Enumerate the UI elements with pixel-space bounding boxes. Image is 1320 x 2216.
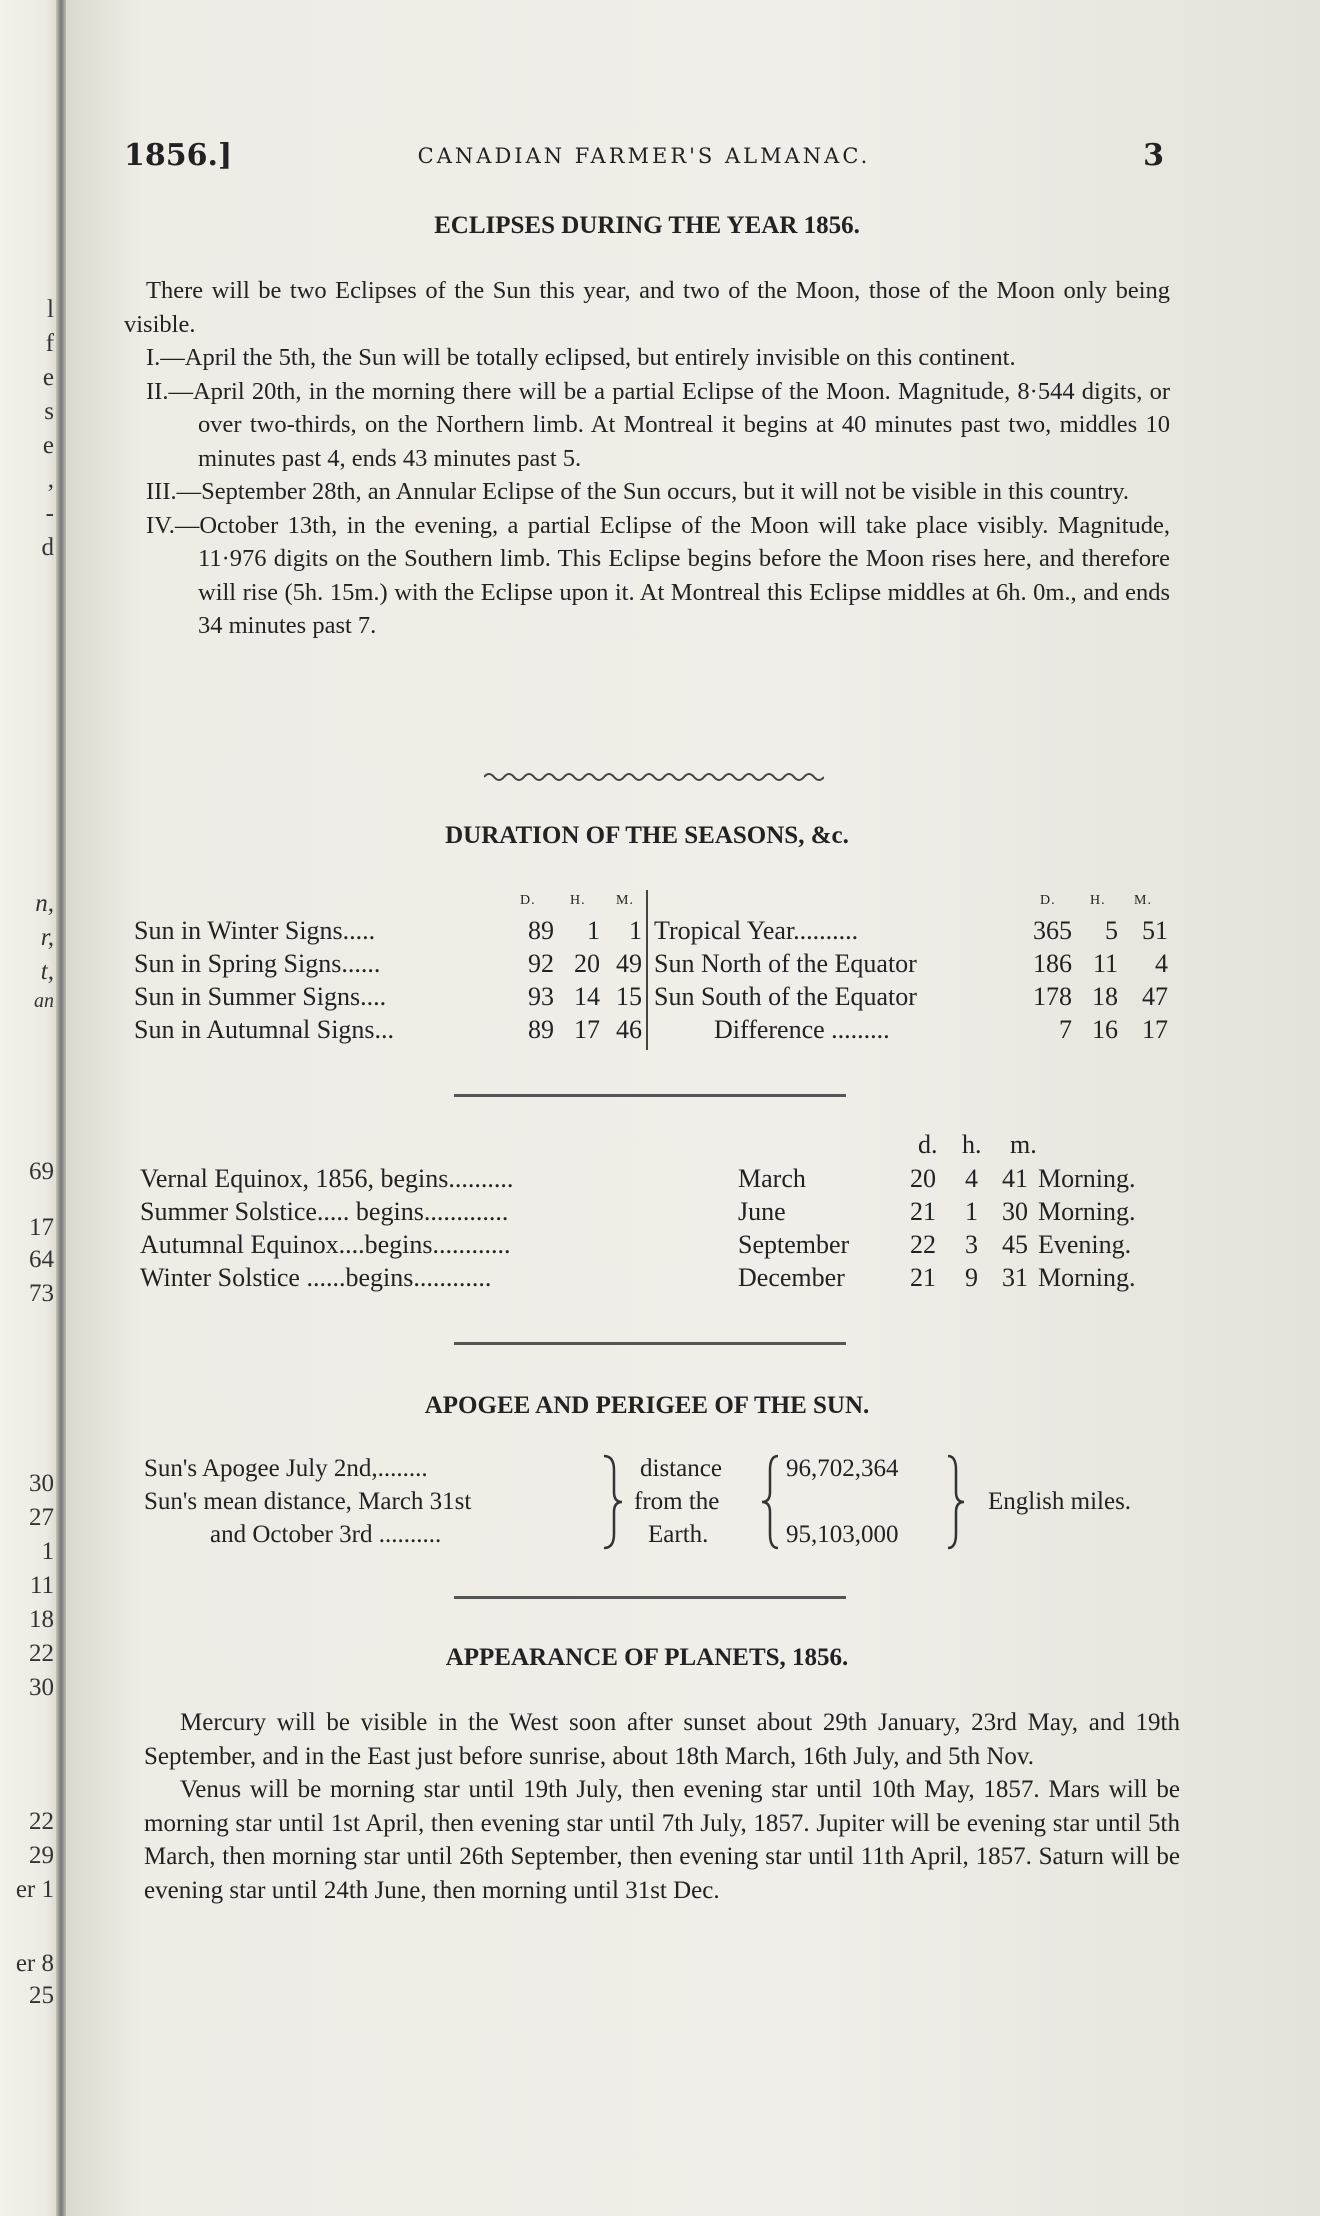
seasons-heading: DURATION OF THE SEASONS, &c. [445,822,849,849]
brace-left-group [600,1452,626,1552]
margin-fragment: 30 [29,1674,54,1701]
equinox-month: June [738,1197,786,1226]
apogee-middle: distance [640,1455,722,1482]
col-header-d: d. [918,1130,938,1159]
apogee-middle: Earth. [648,1521,709,1548]
equinox-minute: 41 [1002,1164,1028,1193]
equinox-minute: 30 [1002,1197,1028,1226]
equinox-time: Evening. [1038,1230,1132,1259]
margin-fragment: l [47,296,54,323]
season-minutes: 15 [616,982,642,1011]
section-rule [454,1596,846,1599]
margin-fragment: 29 [29,1842,54,1869]
eclipse-item: III.—September 28th, an Annular Eclipse of the Sun occurs, but it will not be visible in this country. [146,478,1130,505]
season-hours: 11 [1092,949,1118,978]
eclipses-intro: There will be two Eclipses of the Sun this year, and two of the Moon, those of the Moon only being visible. [124,277,1170,338]
margin-fragment: , [47,466,54,493]
equinox-minute: 45 [1002,1230,1028,1259]
section-rule [454,1094,846,1097]
equinox-day: 20 [910,1164,936,1193]
season-days: 7 [1059,1015,1072,1044]
margin-fragment: 22 [29,1808,54,1835]
running-head-year: 1856.] [124,138,233,173]
season-label: Sun North of the Equator [654,949,917,978]
brace-values-open [758,1452,782,1552]
margin-fragment: 18 [29,1606,54,1633]
margin-fragment: 22 [29,1640,54,1667]
col-header-d: D. [520,893,536,908]
season-minutes: 1 [629,916,642,945]
season-minutes: 51 [1142,916,1168,945]
margin-fragment: 73 [29,1280,54,1307]
equinox-label: Autumnal Equinox....begins............ [140,1230,511,1259]
margin-fragment: f [45,330,54,357]
apogee-line: Sun's mean distance, March 31st [144,1488,472,1515]
margin-fragment: 25 [29,1982,54,2009]
apogee-middle: from the [634,1488,720,1515]
season-label: Sun in Spring Signs...... [134,949,381,978]
seasons-table [134,884,1174,1054]
planets-paragraph: Venus will be morning star until 19th July, then evening star until 10th May, 1857. Mars will be morning star until 1st April, then evening star until 7th July, 1857. Jupiter will be evening star until 5th March, then morning star until 26th September, then evening star until 11th April, 1857. Saturn will be evening star until 24th June, then morning until 31st Dec. [144,1776,1180,1904]
running-head-title: CANADIAN FARMER'S ALMANAC. [417,144,871,168]
season-label: Difference ......... [714,1015,890,1044]
equinox-hour: 9 [965,1263,978,1292]
season-hours: 1 [587,916,600,945]
season-label: Tropical Year.......... [654,916,859,945]
table-divider [646,890,648,1050]
margin-fragment: d [41,534,54,561]
margin-fragment: 11 [29,1572,54,1599]
season-days: 92 [528,949,554,978]
eclipse-item: IV.—October 13th, in the evening, a partial Eclipse of the Moon will take place visibly. Magnitude, 11·976 digits on the Southern limb. This Eclipse begins before the Moon rises here, and therefore will rise (5h. 15m.) with the Eclipse upon it. At Montreal this Eclipse middles at 6h. 0m., and ends 34 minutes past 7. [146,511,1170,639]
eclipse-item: II.—April 20th, in the morning there will be a partial Eclipse of the Moon. Magnitude, 8·544 digits, or over two-thirds, on the Northern limb. At Montreal it begins at 40 minutes past two, middles 10 minutes past 4, ends 43 minutes past 5. [146,377,1170,472]
equinox-month: March [738,1164,806,1193]
margin-fragment: t, [40,958,54,985]
equinox-label: Summer Solstice..... begins............. [140,1197,509,1226]
season-label: Sun South of the Equator [654,982,917,1011]
season-minutes: 4 [1155,949,1168,978]
brace-values-close [944,1452,968,1552]
season-label: Sun in Autumnal Signs... [134,1015,395,1044]
eclipses-text [124,274,1170,643]
apogee-block [144,1450,1184,1560]
equinox-month: September [738,1230,850,1259]
margin-fragment: 30 [29,1470,54,1497]
margin-fragment: n, [35,890,54,917]
eclipse-item: I.—April the 5th, the Sun will be totally eclipsed, but entirely invisible on this continent. [146,344,1016,371]
season-days: 178 [1033,982,1072,1011]
margin-fragment: r, [40,924,54,951]
equinox-time: Morning. [1038,1197,1136,1226]
mean-distance: 95,103,000 [786,1521,899,1548]
margin-fragment: 69 [29,1158,54,1185]
equinox-day: 22 [910,1230,936,1259]
margin-fragment: 27 [29,1504,54,1531]
season-days: 93 [528,982,554,1011]
margin-fragment: e [42,432,54,459]
margin-fragment: s [44,398,54,425]
col-header-h: H. [1090,893,1106,908]
equinox-minute: 31 [1002,1263,1028,1292]
wavy-divider [484,770,824,784]
season-label: Sun in Summer Signs.... [134,982,387,1011]
margin-fragment: an [34,990,54,1012]
equinox-hour: 4 [965,1164,978,1193]
page-number: 3 [1143,138,1164,173]
equinox-label: Winter Solstice ......begins............ [140,1263,492,1292]
margin-fragment: er 8 [15,1950,54,1977]
season-hours: 20 [574,949,600,978]
equinox-time: Morning. [1038,1164,1136,1193]
col-header-d: D. [1040,893,1056,908]
margin-fragment: er 1 [15,1876,54,1903]
col-header-m: M. [616,893,634,908]
margin-fragment: - [45,500,54,527]
season-days: 89 [528,916,554,945]
equinox-day: 21 [910,1263,936,1292]
apogee-distance: 96,702,364 [786,1455,899,1482]
eclipses-heading: ECLIPSES DURING THE YEAR 1856. [434,212,860,239]
margin-fragment: 1 [41,1538,54,1565]
col-header-m: M. [1134,893,1152,908]
margin-fragment: e [42,364,54,391]
page-gutter-fold [56,0,66,2216]
planets-heading: APPEARANCE OF PLANETS, 1856. [445,1644,849,1671]
season-hours: 16 [1092,1015,1118,1044]
equinox-day: 21 [910,1197,936,1226]
equinox-hour: 1 [965,1197,978,1226]
margin-fragment: 64 [29,1246,54,1273]
season-hours: 5 [1105,916,1118,945]
distance-unit: English miles. [988,1488,1132,1515]
season-hours: 17 [574,1015,600,1044]
apogee-line: and October 3rd .......... [210,1521,442,1548]
apogee-line: Sun's Apogee July 2nd,........ [144,1455,428,1482]
col-header-m: m. [1010,1130,1037,1159]
equinox-month: December [738,1263,845,1292]
season-minutes: 49 [616,949,642,978]
season-hours: 18 [1092,982,1118,1011]
equinox-label: Vernal Equinox, 1856, begins.......... [140,1164,514,1193]
col-header-h: h. [962,1130,982,1159]
apogee-heading: APOGEE AND PERIGEE OF THE SUN. [424,1392,870,1419]
season-hours: 14 [574,982,600,1011]
season-minutes: 47 [1142,982,1168,1011]
col-header-h: H. [570,893,586,908]
season-minutes: 17 [1142,1015,1168,1044]
equinox-time: Morning. [1038,1263,1136,1292]
season-days: 365 [1033,916,1072,945]
planets-paragraph: Mercury will be visible in the West soon after sunset about 29th January, 23rd May, and 19th September, and in the East just before sunrise, about 18th March, 16th July, and 5th Nov. [144,1709,1180,1770]
season-days: 89 [528,1015,554,1044]
season-days: 186 [1033,949,1072,978]
section-rule [454,1342,846,1345]
margin-fragment: 17 [29,1214,54,1241]
running-head [124,138,1164,178]
season-label: Sun in Winter Signs..... [134,916,376,945]
equinox-table [140,1128,1180,1308]
equinox-hour: 3 [965,1230,978,1259]
season-minutes: 46 [616,1015,642,1044]
planets-text [144,1706,1180,1907]
